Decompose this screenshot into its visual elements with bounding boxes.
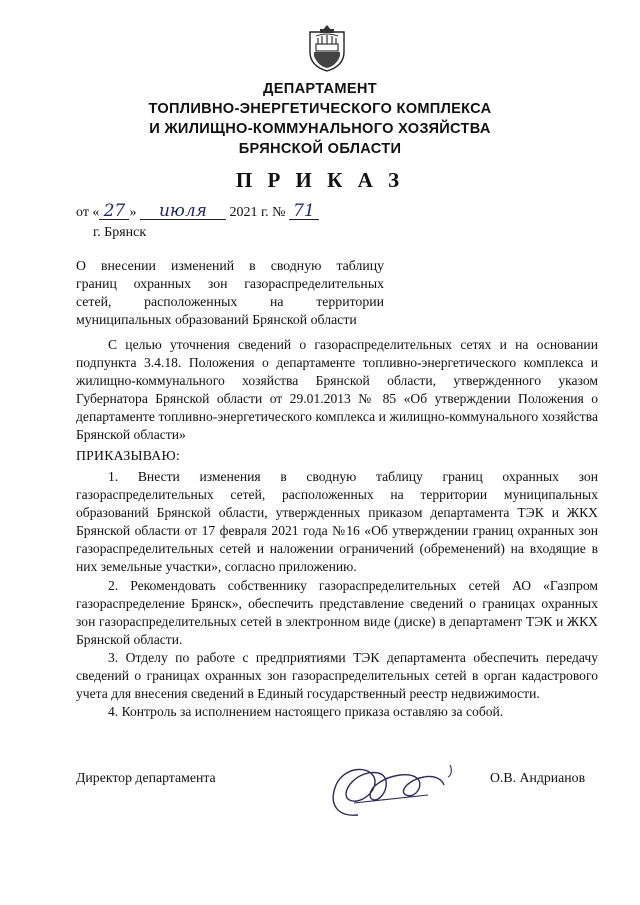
order-item-2: 2. Рекомендовать собственнику газораспределительных сетей АО «Газпром газораспределение Брянск», обеспечить представление сведений о границах охранных зон газораспределительных сетей в электронном виде (диске) в департамент ТЭК и ЖКХ Брянской области. — [76, 577, 598, 647]
header-line-2: ТОПЛИВНО-ЭНЕРГЕТИЧЕСКОГО КОМПЛЕКСА — [148, 101, 492, 117]
document-title: П Р И К А З — [235, 168, 405, 192]
preamble-paragraph: С целью уточнения сведений о газораспределительных сетях и на основании подпункта 3.4.18. Положения о департаменте топливно-энергетического комплекса и жилищно-коммунального хозяйства Брянской области, утвержденного указом Губернатора Брянской области от 29.01.2013 № 85 «Об утверждении Положения о департаменте топливно-энергетического комплекса и жилищно-коммунального хозяйства Брянской области» — [76, 337, 598, 443]
order-subject — [76, 257, 384, 329]
date-mid: » — [129, 205, 137, 220]
number-prefix: № — [272, 205, 286, 220]
order-number: 71 — [289, 203, 319, 220]
signer-name: О.В. Андрианов — [490, 770, 586, 785]
orders-word: ПРИКАЗЫВАЮ: — [76, 448, 180, 463]
date-prefix: от « — [76, 205, 100, 220]
date-day: 27 — [99, 203, 129, 220]
subject-line: границ охранных зон газораспределительных — [76, 276, 384, 291]
order-item-1: 1. Внести изменения в сводную таблицу границ охранных зон газораспределительных сетей, расположенных на территории муниципальных образований Брянской области, утвержденных приказом департамента ТЭК и ЖКХ Брянской области от 17 февраля 2021 года №16 «Об утверждении границ охранных зон газораспределительных сетей и наложении ограничений (обременений) на входящие в них земельные участки», согласно приложению. — [76, 469, 598, 575]
header-line-4: БРЯНСКОЙ ОБЛАСТИ — [238, 141, 402, 157]
subject-line: муниципальных образований Брянской области — [76, 312, 357, 327]
signature-icon — [318, 745, 468, 825]
date-line — [76, 203, 319, 221]
header-line-1: ДЕПАРТАМЕНТ — [263, 81, 377, 97]
department-header — [60, 79, 580, 159]
city: г. Брянск — [93, 225, 147, 240]
subject-line: сетей, расположенных на территории — [76, 294, 384, 309]
order-item-4: 4. Контроль за исполнением настоящего приказа оставляю за собой. — [108, 704, 504, 720]
header-line-3: И ЖИЛИЩНО-КОММУНАЛЬНОГО ХОЗЯЙСТВА — [149, 121, 491, 137]
date-month: июля — [140, 203, 226, 220]
order-item-3: 3. Отделу по работе с предприятиями ТЭК департамента обеспечить передачу сведений о границах охранных зон газораспределительных сетей в орган кадастрового учета для внесения сведений в Единый государственный реестр недвижимости. — [76, 649, 598, 702]
bryansk-coat-of-arms-icon — [306, 22, 348, 72]
preamble-block — [76, 336, 598, 445]
subject-line: О внесении изменений в сводную таблицу — [76, 258, 384, 273]
order-items — [76, 468, 598, 721]
signer-position: Директор департамента — [76, 770, 216, 785]
date-year: 2021 г. — [229, 205, 269, 220]
